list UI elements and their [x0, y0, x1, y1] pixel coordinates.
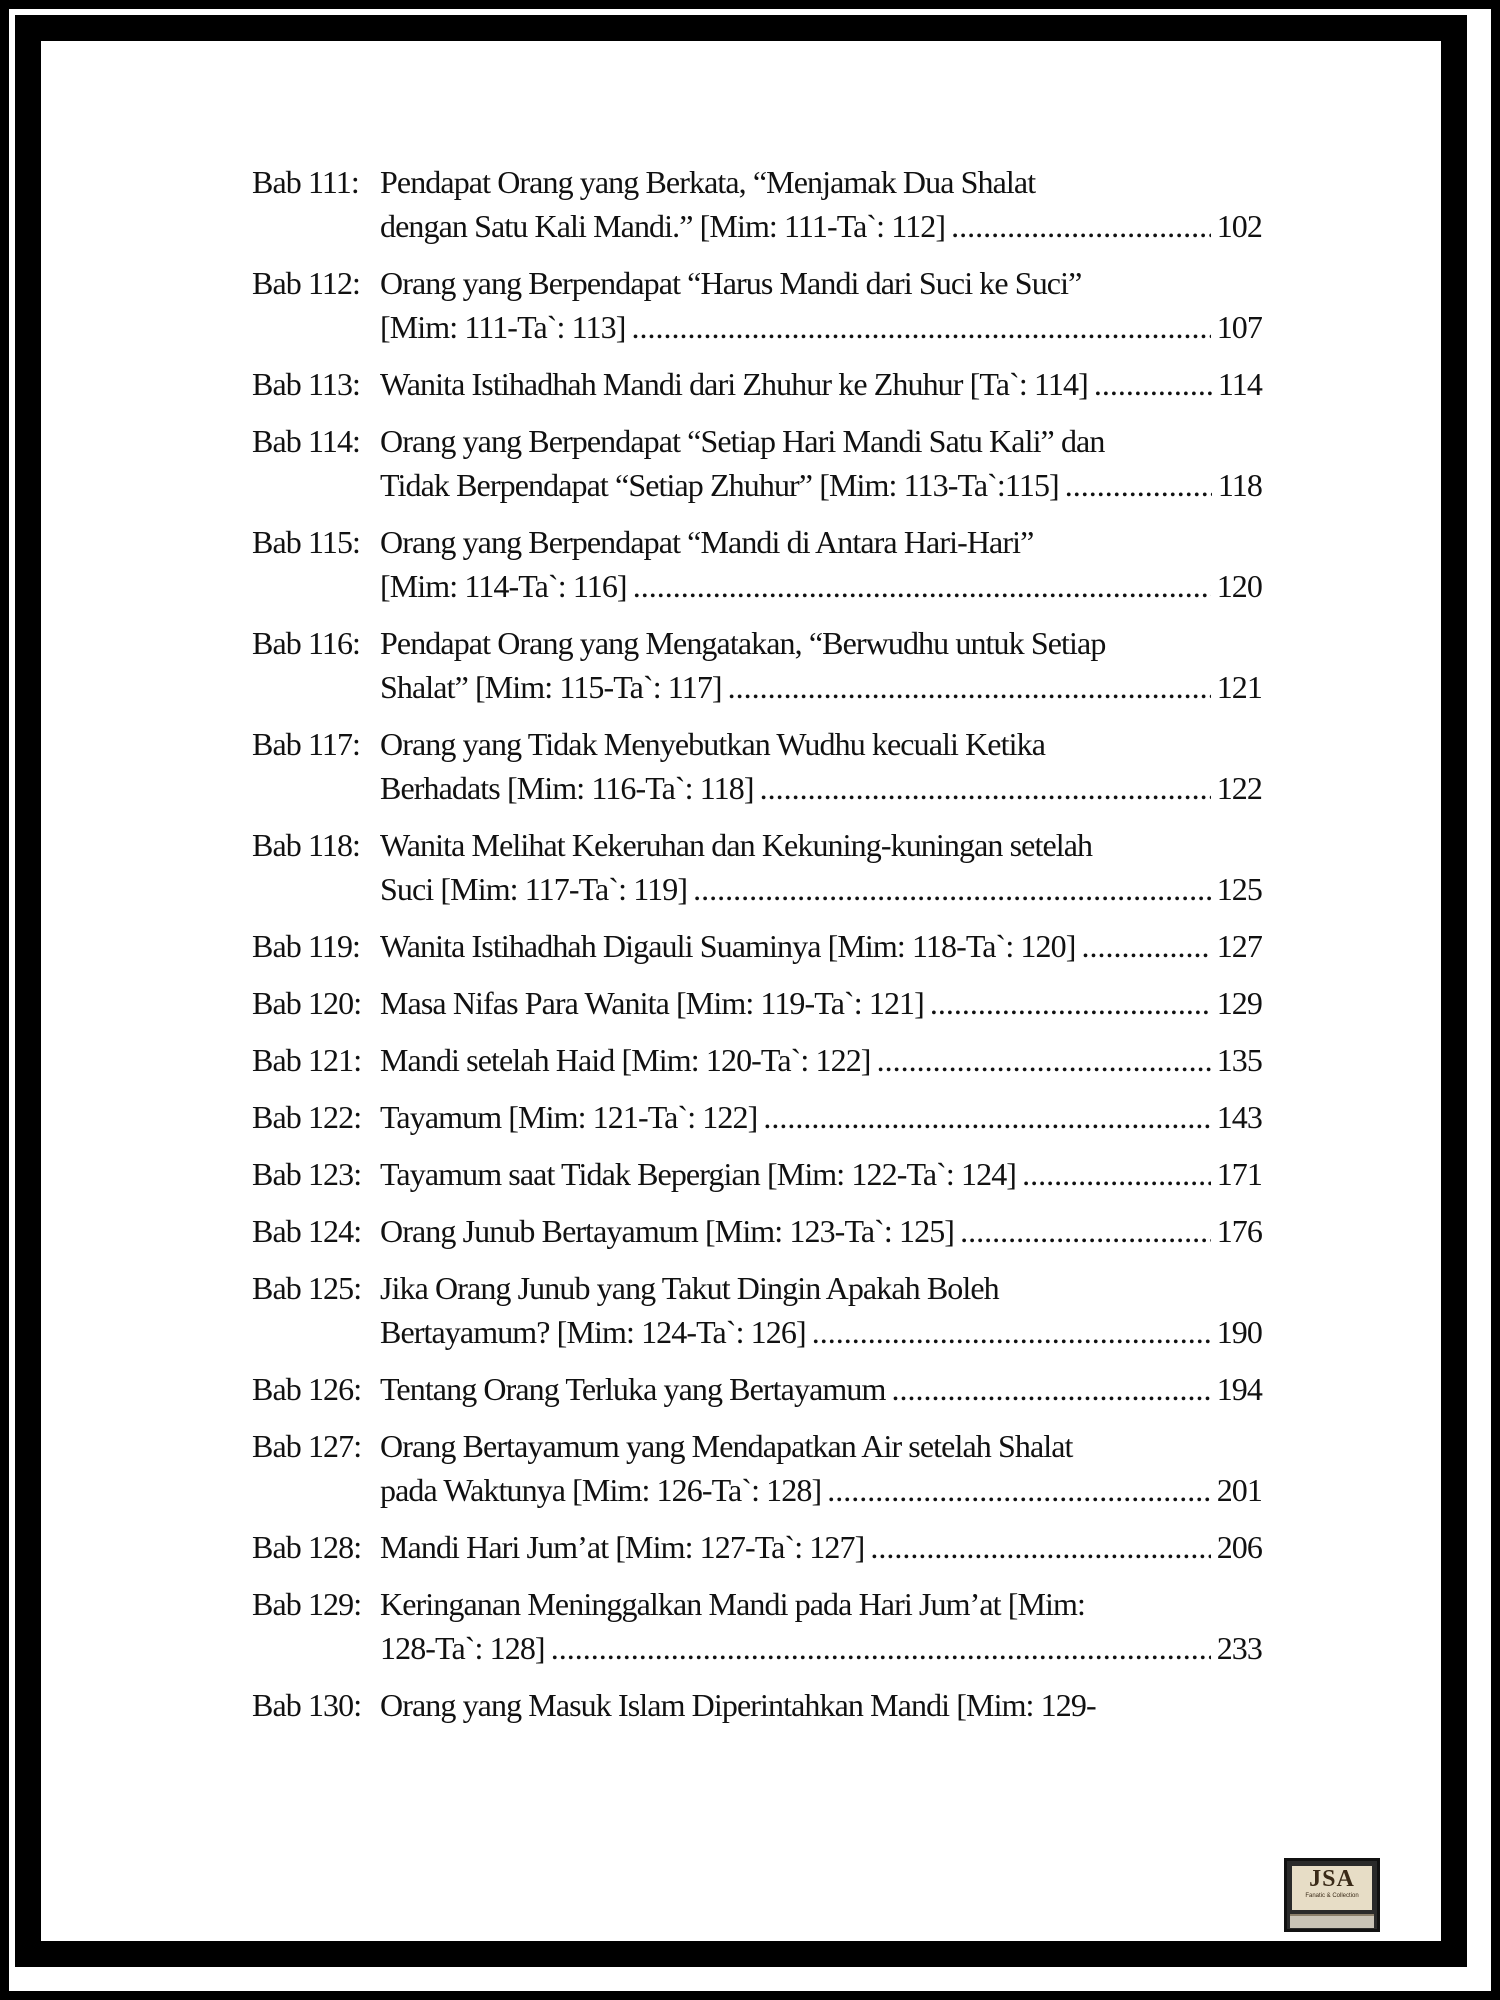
- toc-entry-label: Bab 114:: [252, 423, 361, 459]
- toc-entry-title: Pendapat Orang yang Berkata, “Menjamak Dua Shalat: [380, 164, 1036, 200]
- toc-dot-leader: [1094, 362, 1212, 406]
- toc-entry-first-line: [252, 1095, 1262, 1139]
- toc-entry-first-line: [252, 419, 1262, 463]
- toc-entry-title: pada Waktunya [Mim: 126-Ta`: 128]: [380, 1472, 822, 1508]
- toc-dot-leader: [891, 1367, 1210, 1411]
- toc-entry-title: 128-Ta`: 128]: [380, 1630, 545, 1666]
- logo-strip: [1290, 1914, 1374, 1928]
- toc-entry-first-line: [252, 1582, 1262, 1626]
- toc-page-number: 194: [1216, 1371, 1262, 1407]
- toc-entry-title: Jika Orang Junub yang Takut Dingin Apakah Boleh: [380, 1270, 999, 1306]
- toc-entry-title: Wanita Istihadhah Mandi dari Zhuhur ke Zhuhur [Ta`: 114]: [380, 366, 1088, 402]
- toc-entry-first-line: [252, 1038, 1262, 1082]
- toc-entry-continuation-line: [252, 564, 1262, 608]
- toc-entry-continuation-line: [252, 867, 1262, 911]
- toc-dot-leader: [827, 1468, 1210, 1512]
- toc-entry: [252, 621, 1262, 709]
- toc-entry: [252, 1266, 1262, 1354]
- toc-entry-label: Bab 130:: [252, 1687, 362, 1723]
- toc-entry-label: Bab 129:: [252, 1586, 362, 1622]
- toc-entry-label: Bab 113:: [252, 366, 361, 402]
- toc-entry-title: Tidak Berpendapat “Setiap Zhuhur” [Mim: 113-Ta`:115]: [380, 467, 1059, 503]
- toc-entry-first-line: [252, 621, 1262, 665]
- toc-page-number: 135: [1216, 1042, 1262, 1078]
- toc-entry-label: Bab 122:: [252, 1099, 362, 1135]
- toc-page-number: 143: [1216, 1099, 1262, 1135]
- toc-entry: [252, 520, 1262, 608]
- toc-entry-title: Berhadats [Mim: 116-Ta`: 118]: [380, 770, 754, 806]
- toc-page-number: 114: [1217, 366, 1262, 402]
- toc-dot-leader: [870, 1525, 1210, 1569]
- toc-dot-leader: [930, 981, 1211, 1025]
- toc-entry-first-line: [252, 1367, 1262, 1411]
- toc-entry-first-line: [252, 924, 1262, 968]
- toc-entry-first-line: [252, 362, 1262, 406]
- toc-entry-label: Bab 119:: [252, 928, 361, 964]
- toc-page-number: 122: [1216, 770, 1262, 806]
- toc-entry-label: Bab 111:: [252, 164, 359, 200]
- toc-entry: [252, 362, 1262, 406]
- toc-entry-label: Bab 118:: [252, 827, 361, 863]
- toc-page-number: 171: [1216, 1156, 1262, 1192]
- toc-entry-label: Bab 121:: [252, 1042, 362, 1078]
- jsa-logo: [1284, 1858, 1380, 1932]
- toc-entry-first-line: [252, 1209, 1262, 1253]
- toc-entry-title: Mandi setelah Haid [Mim: 120-Ta`: 122]: [380, 1042, 871, 1078]
- toc-entry-first-line: [252, 981, 1262, 1025]
- toc-page-number: 127: [1216, 928, 1262, 964]
- logo-subtext: Fanatic & Collection: [1305, 1893, 1359, 1899]
- toc-entry-title: Orang yang Berpendapat “Harus Mandi dari Suci ke Suci”: [380, 265, 1082, 301]
- toc-entry-continuation-line: [252, 204, 1262, 248]
- toc-entry-title: Orang Junub Bertayamum [Mim: 123-Ta`: 125]: [380, 1213, 955, 1249]
- toc-entry: [252, 419, 1262, 507]
- toc-entry-label: Bab 120:: [252, 985, 362, 1021]
- toc-page-number: 125: [1216, 871, 1262, 907]
- toc-entry-title: Orang yang Berpendapat “Setiap Hari Mandi Satu Kali” dan: [380, 423, 1105, 459]
- toc-entry-continuation-line: [252, 463, 1262, 507]
- toc-entry-title: [Mim: 111-Ta`: 113]: [380, 309, 626, 345]
- toc-page-number: 121: [1216, 669, 1262, 705]
- toc-entry: [252, 261, 1262, 349]
- toc-page-number: 102: [1216, 208, 1262, 244]
- toc-entry-title: Orang yang Tidak Menyebutkan Wudhu kecuali Ketika: [380, 726, 1045, 762]
- toc-entry-title: Shalat” [Mim: 115-Ta`: 117]: [380, 669, 722, 705]
- toc-page-number: 176: [1216, 1213, 1262, 1249]
- table-of-contents: [252, 160, 1262, 1740]
- toc-entry-label: Bab 126:: [252, 1371, 362, 1407]
- toc-entry-title: Tentang Orang Terluka yang Bertayamum: [380, 1371, 886, 1407]
- toc-dot-leader: [1065, 463, 1212, 507]
- toc-entry: [252, 1525, 1262, 1569]
- toc-entry-continuation-line: [252, 1468, 1262, 1512]
- toc-entry-first-line: [252, 1266, 1262, 1310]
- toc-entry-label: Bab 128:: [252, 1529, 362, 1565]
- toc-dot-leader: [877, 1038, 1211, 1082]
- toc-entry: [252, 160, 1262, 248]
- toc-entry-title: Tayamum [Mim: 121-Ta`: 122]: [380, 1099, 758, 1135]
- toc-entry-continuation-line: [252, 766, 1262, 810]
- toc-dot-leader: [1022, 1152, 1211, 1196]
- toc-entry: [252, 1683, 1262, 1727]
- logo-text: JSA: [1309, 1866, 1355, 1892]
- toc-entry-title: Masa Nifas Para Wanita [Mim: 119-Ta`: 121]: [380, 985, 924, 1021]
- toc-entry-first-line: [252, 160, 1262, 204]
- toc-entry: [252, 823, 1262, 911]
- toc-entry-title: Orang Bertayamum yang Mendapatkan Air setelah Shalat: [380, 1428, 1073, 1464]
- toc-page-number: 233: [1216, 1630, 1262, 1666]
- toc-entry: [252, 1152, 1262, 1196]
- toc-entry-title: Suci [Mim: 117-Ta`: 119]: [380, 871, 688, 907]
- toc-entry: [252, 1038, 1262, 1082]
- toc-entry-title: Orang yang Masuk Islam Diperintahkan Mandi [Mim: 129-: [380, 1687, 1096, 1723]
- toc-page-number: 120: [1216, 568, 1262, 604]
- toc-entry-label: Bab 123:: [252, 1156, 362, 1192]
- toc-entry: [252, 1582, 1262, 1670]
- toc-entry-title: [Mim: 114-Ta`: 116]: [380, 568, 627, 604]
- toc-entry-label: Bab 116:: [252, 625, 361, 661]
- toc-dot-leader: [728, 665, 1211, 709]
- toc-entry: [252, 924, 1262, 968]
- toc-entry: [252, 1209, 1262, 1253]
- toc-dot-leader: [693, 867, 1211, 911]
- toc-entry-label: Bab 127:: [252, 1428, 362, 1464]
- toc-dot-leader: [760, 766, 1211, 810]
- toc-entry-title: Keringanan Meninggalkan Mandi pada Hari Jum’at [Mim:: [380, 1586, 1085, 1622]
- toc-entry-first-line: [252, 823, 1262, 867]
- toc-page-number: 206: [1216, 1529, 1262, 1565]
- toc-entry-first-line: [252, 1525, 1262, 1569]
- toc-entry-first-line: [252, 722, 1262, 766]
- toc-entry-title: Mandi Hari Jum’at [Mim: 127-Ta`: 127]: [380, 1529, 865, 1565]
- toc-page-number: 190: [1216, 1314, 1262, 1350]
- toc-entry-title: Wanita Melihat Kekeruhan dan Kekuning-kuningan setelah: [380, 827, 1093, 863]
- toc-entry-first-line: [252, 520, 1262, 564]
- toc-entry-label: Bab 112:: [252, 265, 361, 301]
- toc-dot-leader: [632, 305, 1211, 349]
- toc-page-number: 201: [1216, 1472, 1262, 1508]
- toc-entry: [252, 1424, 1262, 1512]
- toc-entry-continuation-line: [252, 305, 1262, 349]
- toc-entry-label: Bab 117:: [252, 726, 361, 762]
- toc-entry-title: Wanita Istihadhah Digauli Suaminya [Mim: 118-Ta`: 120]: [380, 928, 1076, 964]
- toc-entry: [252, 1367, 1262, 1411]
- toc-page-number: 129: [1216, 985, 1262, 1021]
- toc-entry: [252, 981, 1262, 1025]
- toc-dot-leader: [763, 1095, 1210, 1139]
- logo-plate: [1292, 1866, 1372, 1910]
- toc-entry-title: Bertayamum? [Mim: 124-Ta`: 126]: [380, 1314, 806, 1350]
- toc-entry: [252, 1095, 1262, 1139]
- toc-entry-continuation-line: [252, 1626, 1262, 1670]
- toc-entry-label: Bab 115:: [252, 524, 361, 560]
- toc-dot-leader: [960, 1209, 1211, 1253]
- toc-entry-continuation-line: [252, 665, 1262, 709]
- toc-dot-leader: [633, 564, 1211, 608]
- toc-entry-label: Bab 124:: [252, 1213, 362, 1249]
- toc-entry-title: Orang yang Berpendapat “Mandi di Antara Hari-Hari”: [380, 524, 1034, 560]
- toc-dot-leader: [1081, 924, 1210, 968]
- toc-entry: [252, 722, 1262, 810]
- toc-entry-label: Bab 125:: [252, 1270, 362, 1306]
- toc-entry-continuation-line: [252, 1310, 1262, 1354]
- toc-entry-first-line: [252, 1683, 1262, 1727]
- toc-dot-leader: [812, 1310, 1211, 1354]
- toc-entry-first-line: [252, 1152, 1262, 1196]
- toc-dot-leader: [951, 204, 1211, 248]
- toc-entry-title: Tayamum saat Tidak Bepergian [Mim: 122-Ta`: 124]: [380, 1156, 1017, 1192]
- toc-page-number: 107: [1216, 309, 1262, 345]
- toc-entry-title: Pendapat Orang yang Mengatakan, “Berwudhu untuk Setiap: [380, 625, 1106, 661]
- toc-entry-title: dengan Satu Kali Mandi.” [Mim: 111-Ta`: 112]: [380, 208, 946, 244]
- toc-page-number: 118: [1217, 467, 1262, 503]
- toc-entry-first-line: [252, 1424, 1262, 1468]
- toc-entry-first-line: [252, 261, 1262, 305]
- toc-dot-leader: [551, 1626, 1211, 1670]
